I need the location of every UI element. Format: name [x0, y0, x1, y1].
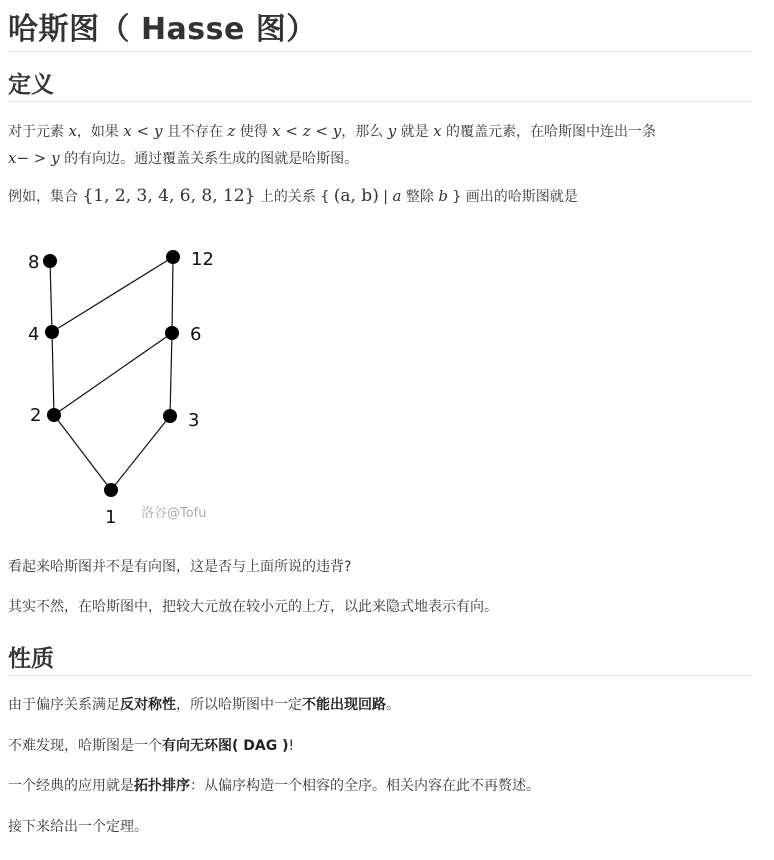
edge-3-1: [111, 416, 170, 490]
node-8: [43, 254, 57, 268]
section-divider: [8, 675, 752, 676]
page-title: 哈斯图（ Hasse 图）: [8, 12, 317, 47]
definition-paragraph: 对于元素 x，如果 x < y 且不存在 z 使得 x < z < y，那么 y 就是 x 的覆盖元素，在哈斯图中连出一条 x− > y 的有向边。通过覆盖关系生成的图就是哈斯图。: [8, 122, 656, 167]
node-label-4: 4: [28, 324, 40, 345]
node-label-6: 6: [190, 324, 202, 345]
answer-paragraph: 其实不然，在哈斯图中，把较大元放在较小元的上方，以此来隐式地表示有向。: [8, 599, 498, 615]
node-1: [104, 483, 118, 497]
section-heading-definition: 定义: [8, 72, 54, 98]
property-paragraph: 一个经典的应用就是拓扑排序：从偏序构造一个相容的全序。相关内容在此不再赘述。: [8, 778, 540, 794]
node-2: [47, 408, 61, 422]
section-heading-properties: 性质: [8, 646, 54, 672]
node-6: [165, 326, 179, 340]
node-4: [45, 325, 59, 339]
node-label-8: 8: [28, 252, 40, 273]
edge-6-3: [170, 333, 172, 416]
edge-4-2: [52, 332, 54, 415]
property-paragraph: 接下来给出一个定理。: [8, 819, 148, 835]
edge-6-2: [54, 333, 172, 415]
edge-8-4: [50, 261, 52, 332]
title-divider: [8, 51, 752, 52]
node-12: [166, 250, 180, 264]
node-label-1: 1: [105, 507, 117, 528]
edge-12-6: [172, 257, 173, 333]
example-paragraph: 例如，集合 {1, 2, 3, 4, 6, 8, 12} 上的关系 { (a, b) | a 整除 b } 画出的哈斯图就是: [8, 186, 578, 206]
node-3: [163, 409, 177, 423]
edge-12-4: [52, 257, 173, 332]
property-paragraph: 不难发现，哈斯图是一个有向无环图( DAG )!: [8, 738, 295, 754]
watermark-text: 洛谷@Tofu: [141, 506, 207, 521]
property-paragraph: 由于偏序关系满足反对称性，所以哈斯图中一定不能出现回路。: [8, 697, 400, 713]
edge-2-1: [54, 415, 111, 490]
node-label-2: 2: [30, 405, 42, 426]
node-label-12: 12: [191, 249, 214, 270]
node-label-3: 3: [188, 410, 200, 431]
question-paragraph: 看起来哈斯图并不是有向图，这是否与上面所说的违背?: [8, 559, 352, 575]
section-divider: [8, 101, 752, 102]
